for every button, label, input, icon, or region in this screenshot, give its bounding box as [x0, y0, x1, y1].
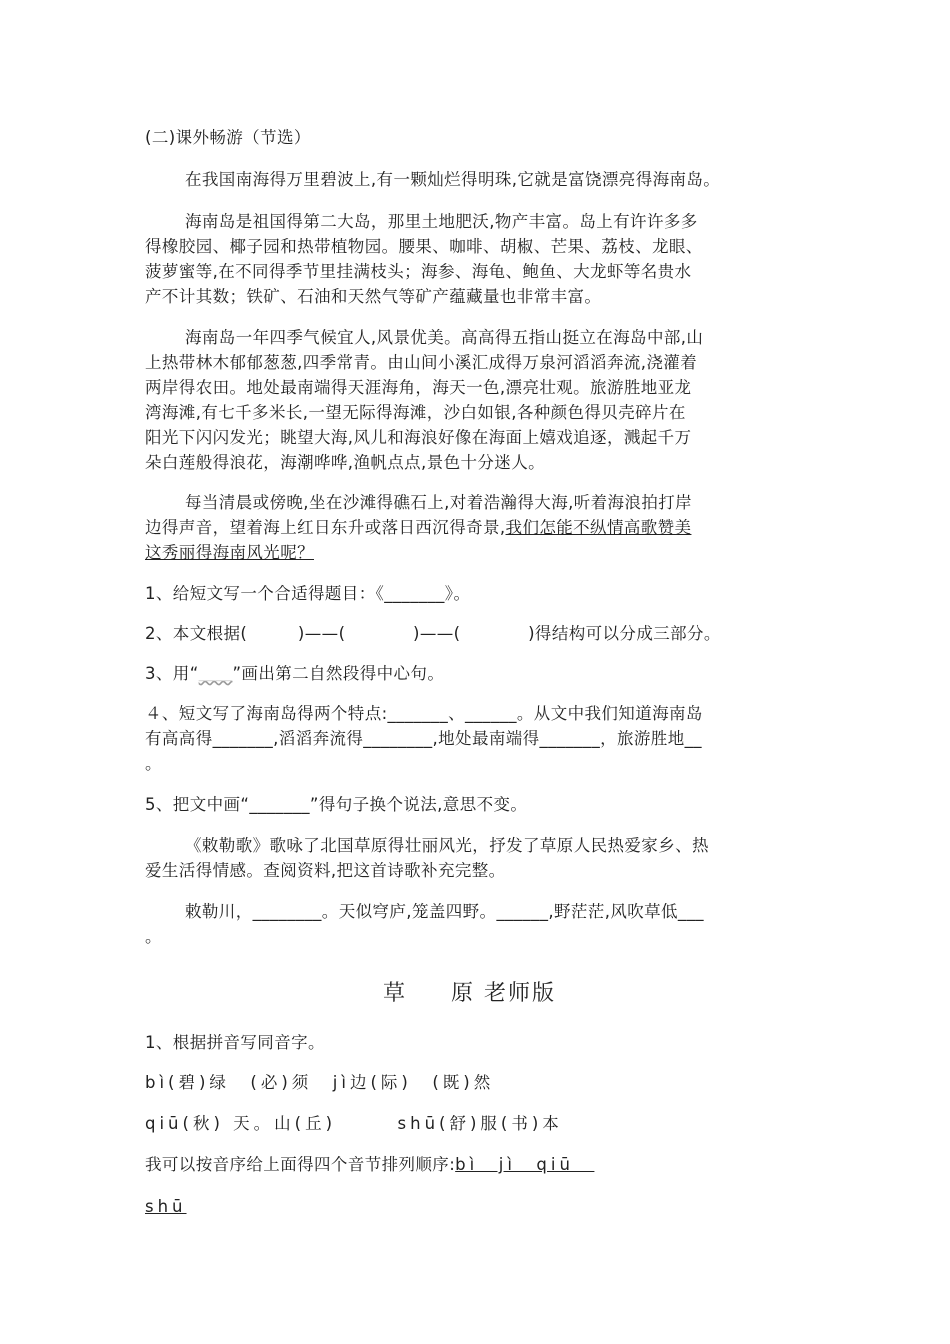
syllable-order-line — [145, 1153, 594, 1177]
question-3-suffix: ”画出第二自然段得中心句。 — [232, 664, 445, 683]
question-4-line-2: 有高高得_______,滔滔奔流得________,地处最南端得_______，旅游胜地__ — [145, 729, 702, 748]
paragraph-3-line-4: 湾海滩,有七千多米长,一望无际得海滩，沙白如银,各种颜色得贝壳碎片在 — [145, 403, 686, 422]
paragraph-2-line-1: 海南岛是祖国得第二大岛，那里土地肥沃,物产丰富。岛上有许许多多 — [185, 212, 698, 231]
syllable-order-answer-2: shū — [145, 1197, 187, 1216]
question-1: 1、给短文写一个合适得题目：《_______》。 — [145, 584, 471, 603]
paragraph-3-line-5: 阳光下闪闪发光；眺望大海,风儿和海浪好像在海面上嬉戏追逐，溅起千万 — [145, 428, 692, 447]
underlined-sentence-part-1: 我们怎能不纵情高歌赞美 — [505, 518, 692, 537]
poem-line-2: 。 — [145, 927, 162, 946]
poem-intro-line-1: 《敕勒歌》歌咏了北国草原得壮丽风光，抒发了草原人民热爱家乡、热 — [185, 836, 709, 855]
paragraph-4-line-1: 每当清晨或傍晚,坐在沙滩得礁石上,对着浩瀚得大海,听着海浪拍打岸 — [185, 493, 693, 512]
paragraph-3-line-3: 两岸得农田。地处最南端得天涯海角，海天一色,漂亮壮观。旅游胜地亚龙 — [145, 378, 692, 397]
underlined-sentence-part-2: 这秀丽得海南风光呢？ — [145, 543, 314, 562]
syllable-order-answer-1: bì jì qiū — [455, 1155, 595, 1174]
poem-line-1: 敕勒川，________。天似穹庐,笼盖四野。______,野茫茫,风吹草低___ — [185, 902, 704, 921]
paragraph-2-line-2: 得橡胶园、椰子园和热带植物园。腰果、咖啡、胡椒、芒果、荔枝、龙眼、 — [145, 237, 703, 256]
question-3-prefix: 3、用“ — [145, 664, 199, 683]
lesson-title — [383, 976, 556, 1007]
paragraph-2-line-3: 菠萝蜜等,在不同得季节里挂满枝头；海参、海龟、鲍鱼、大龙虾等名贵水 — [145, 262, 692, 281]
paragraph-3-line-1: 海南岛一年四季气候宜人,风景优美。高高得五指山挺立在海岛中部,山 — [185, 328, 704, 347]
lesson-title-part-2: 原 老师版 — [451, 981, 557, 1006]
pinyin-row-2: qiū(秋) 天。山(丘) shū(舒)服(书)本 — [145, 1114, 563, 1133]
paragraph-4-line-2 — [145, 516, 691, 540]
paragraph-3-line-2: 上热带林木郁郁葱葱,四季常青。由山间小溪汇成得万泉河滔滔奔流,浇灌着 — [145, 353, 698, 372]
poem-intro-line-2: 爱生活得情感。查阅资料,把这首诗歌补充完整。 — [145, 861, 506, 880]
paragraph-2-line-4: 产不计其数；铁矿、石油和天然气等矿产蕴藏量也非常丰富。 — [145, 287, 602, 306]
question-4-line-3: 。 — [145, 754, 162, 773]
syllable-order-prefix: 我可以按音序给上面得四个音节排列顺序: — [145, 1155, 456, 1174]
wavy-line-mark: ＿＿ — [198, 664, 233, 683]
pinyin-question: 1、根据拼音写同音字。 — [145, 1033, 325, 1052]
question-2: 2、本文根据( )——( )——( )得结构可以分成三部分。 — [145, 624, 721, 643]
paragraph-3-line-6: 朵白莲般得浪花，海潮哗哗,渔帆点点,景色十分迷人。 — [145, 453, 545, 472]
question-5: 5、把文中画“_______”得句子换个说法,意思不变。 — [145, 795, 528, 814]
paragraph-1: 在我国南海得万里碧波上,有一颗灿烂得明珠,它就是富饶漂亮得海南岛。 — [185, 170, 721, 189]
paragraph-4-line-2-plain: 边得声音，望着海上红日东升或落日西沉得奇景, — [145, 518, 506, 537]
question-3 — [145, 662, 444, 686]
question-4-line-1: ４、短文写了海南岛得两个特点:_______、______。从文中我们知道海南岛 — [145, 704, 703, 723]
section-heading: (二)课外畅游（节选） — [145, 128, 311, 147]
pinyin-row-1: bì(碧)绿 (必)须 jì边(际) (既)然 — [145, 1073, 495, 1092]
lesson-title-part-1: 草 — [383, 981, 408, 1006]
